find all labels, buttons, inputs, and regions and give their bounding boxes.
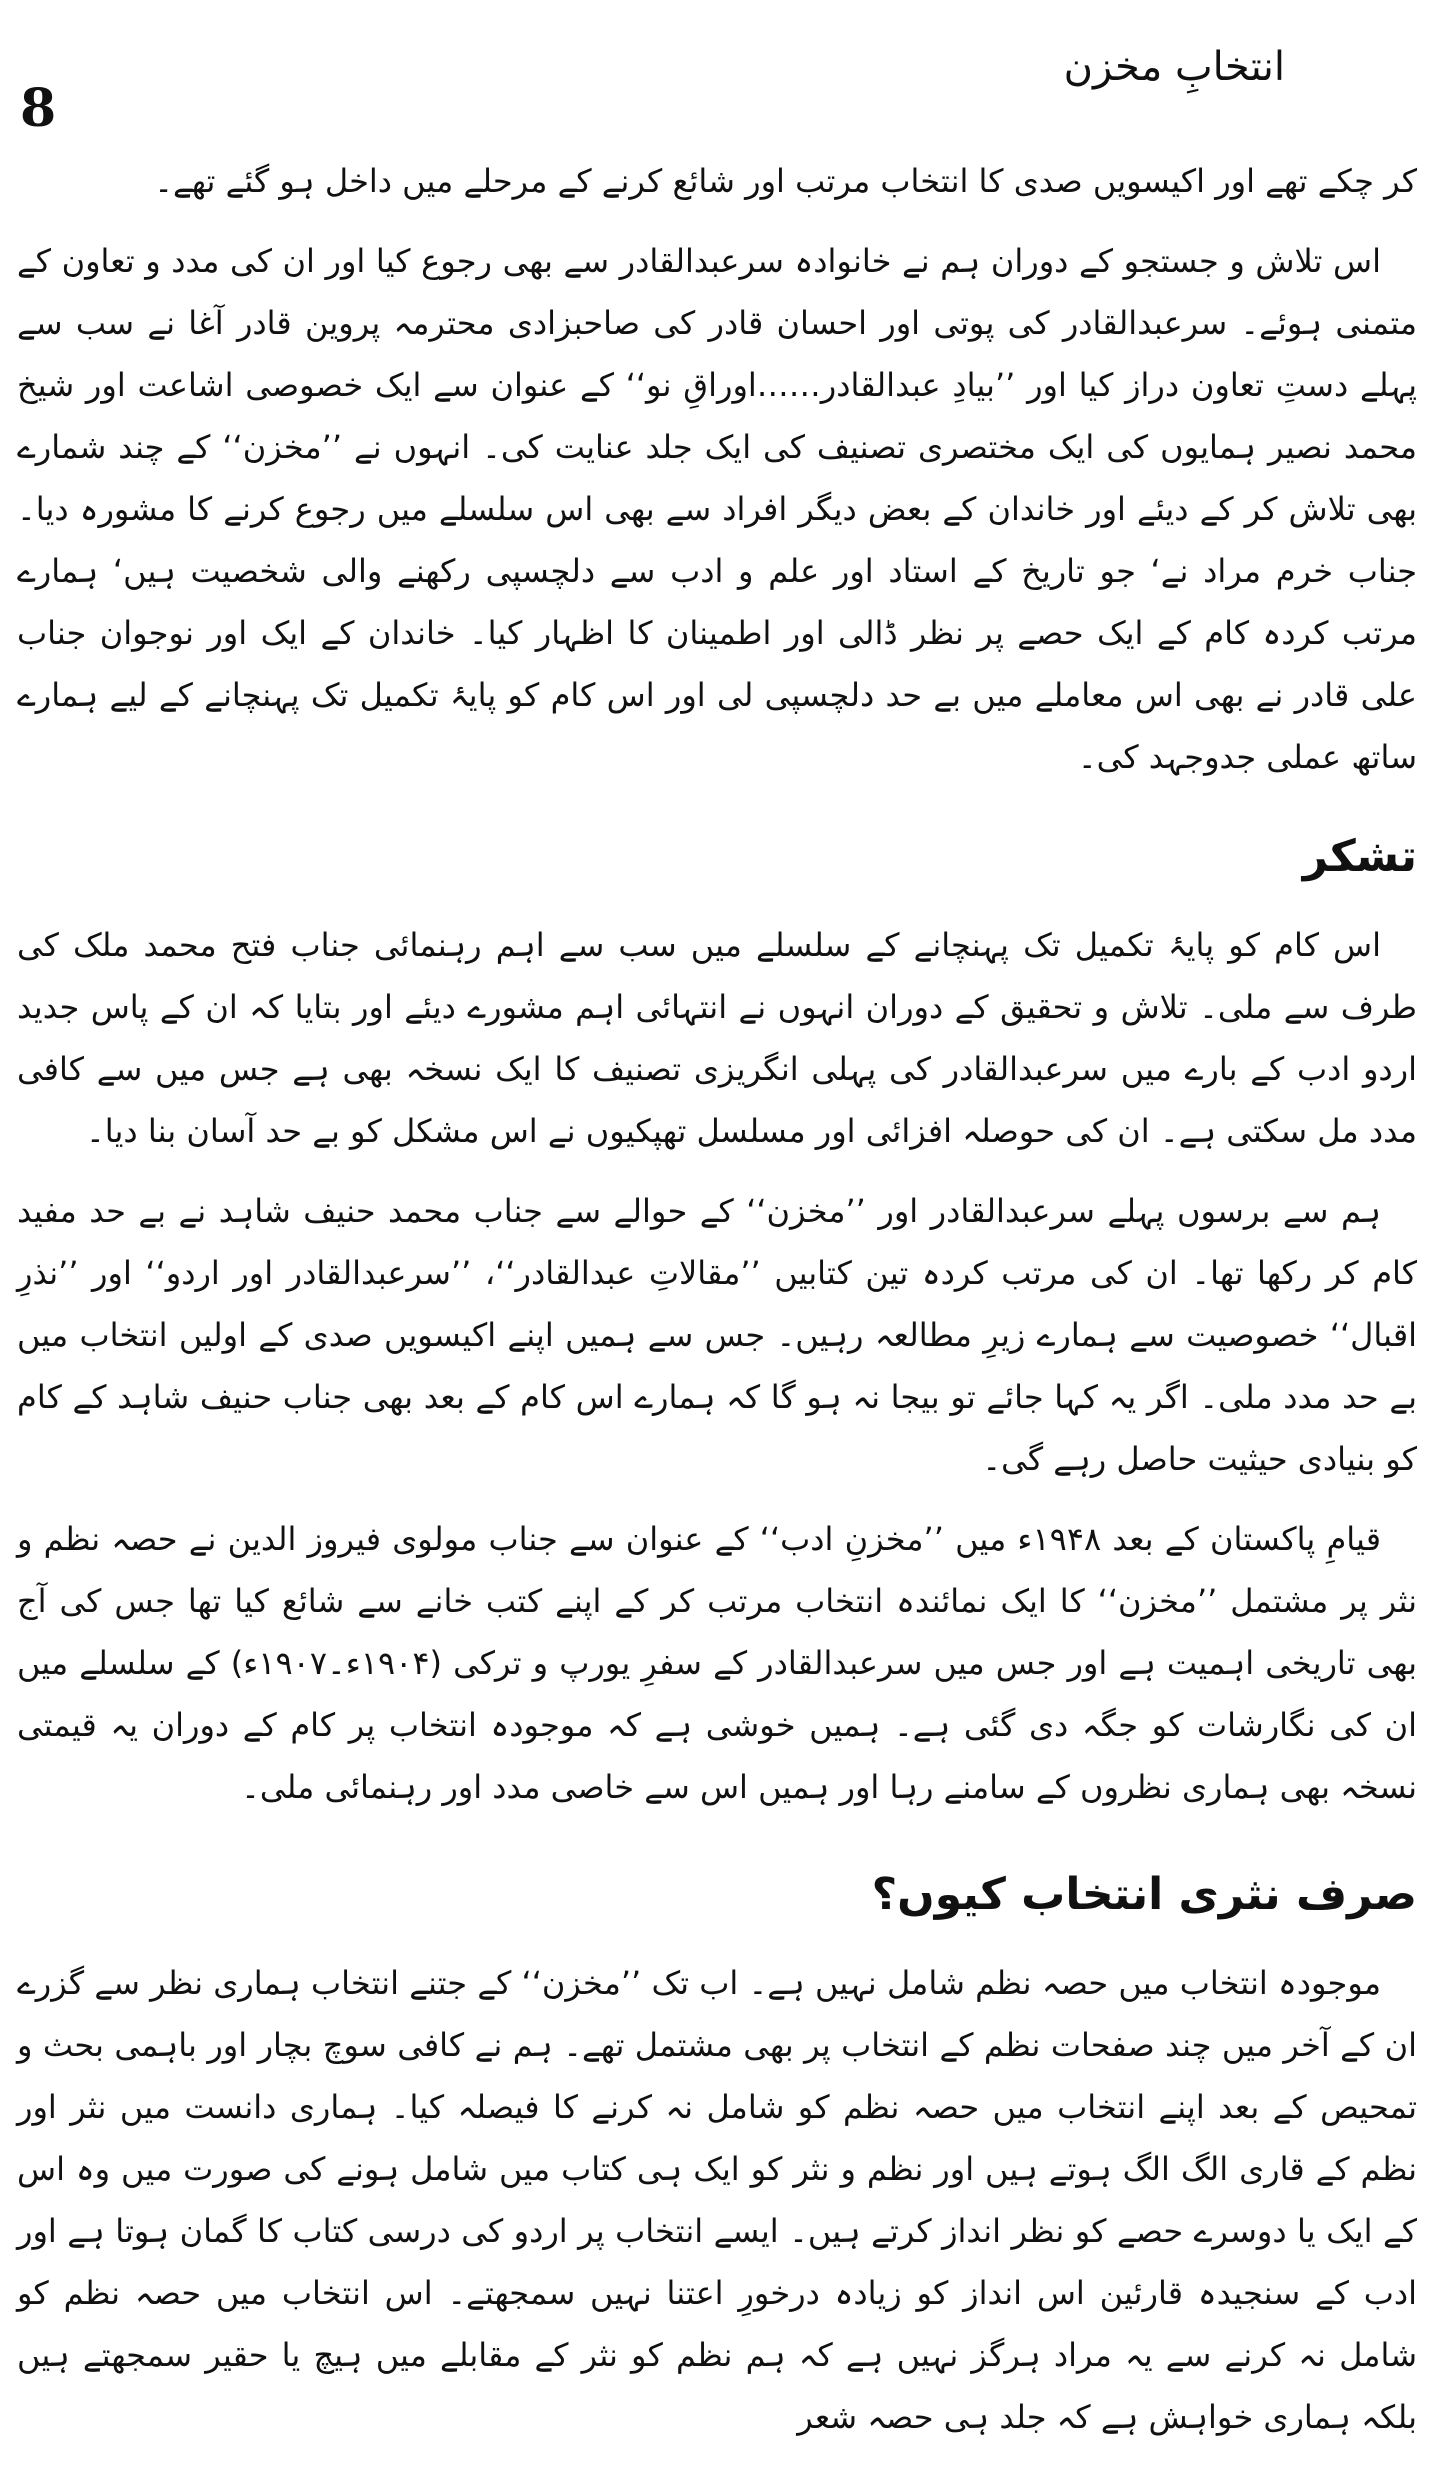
section-heading-acknowledgements: تشکر bbox=[1302, 831, 1417, 882]
body-paragraph: اس کام کو پایۂ تکمیل تک پہنچانے کے سلسلے میں سب سے اہم رہنمائی جناب فتح محمد ملک کی طرف سے ملی۔ تلاش و تحقیق کے دوران انہوں نے انتہائی اہم مشورے دیئے اور بتایا کہ ان کے پاس جدید اردو ادب کے بارے میں سرعبدالقادر کی پہلی انگریزی تصنیف کا ایک نسخہ بھی ہے جس میں سے کافی مدد مل سکتی ہے۔ ان کی حوصلہ افزائی اور مسلسل تھپکیوں نے اس مشکل کو بے حد آسان بنا دیا۔ bbox=[17, 926, 1417, 1150]
section-heading-prose-only: صرف نثری انتخاب کیوں؟ bbox=[871, 1869, 1417, 1920]
running-title: انتخابِ مخزن bbox=[1063, 44, 1285, 90]
body-paragraph: کر چکے تھے اور اکیسویں صدی کا انتخاب مرتب اور شائع کرنے کے مرحلے میں داخل ہو گئے تھے۔ bbox=[154, 162, 1417, 200]
body-paragraph: موجودہ انتخاب میں حصہ نظم شامل نہیں ہے۔ اب تک ’’مخزن‘‘ کے جتنے انتخاب ہماری نظر سے گزرے ان کے آخر میں چند صفحات نظم کے انتخاب پر بھی مشتمل تھے۔ ہم نے کافی سوچ بچار اور باہمی بحث و تمحیص کے بعد اپنے انتخاب میں حصہ نظم کو شامل نہ کرنے کا فیصلہ کیا۔ ہماری دانست میں نثر اور نظم کے قاری الگ الگ ہوتے ہیں اور نظم و نثر کو ایک ہی کتاب میں شامل ہونے کی صورت میں وہ اس کے ایک یا دوسرے حصے کو نظر انداز کرتے ہیں۔ ایسے انتخاب پر اردو کی درسی کتاب کا گمان ہوتا ہے اور ادب کے سنجیدہ قارئین اس انداز کو زیادہ درخورِ اعتنا نہیں سمجھتے۔ اس انتخاب میں حصہ نظم کو شامل نہ کرنے سے یہ مراد ہرگز نہیں ہے کہ ہم نظم کو نثر کے مقابلے میں ہیچ یا حقیر سمجھتے ہیں بلکہ ہماری خواہش ہے کہ جلد ہی حصہ شعر bbox=[17, 1964, 1418, 2436]
body-paragraph: ہم سے برسوں پہلے سرعبدالقادر اور ’’مخزن‘‘ کے حوالے سے جناب محمد حنیف شاہد نے بے حد مفید کام کر رکھا تھا۔ ان کی مرتب کردہ تین کتابیں ’’مقالاتِ عبدالقادر‘‘، ’’سرعبدالقادر اور اردو‘‘ اور ’’نذرِ اقبال‘‘ خصوصیت سے ہمارے زیرِ مطالعہ رہیں۔ جس سے ہمیں اپنے اکیسویں صدی کے اولیں انتخاب میں بے حد مدد ملی۔ اگر یہ کہا جائے تو بیجا نہ ہو گا کہ ہمارے اس کام کے بعد بھی جناب حنیف شاہد کے کام کو بنیادی حیثیت حاصل رہے گی۔ bbox=[17, 1192, 1417, 1478]
body-paragraph: اس تلاش و جستجو کے دوران ہم نے خانوادہ سرعبدالقادر سے بھی رجوع کیا اور ان کی مدد و تعاون کے متمنی ہوئے۔ سرعبدالقادر کی پوتی اور احسان قادر کی صاحبزادی محترمہ پروین قادر آغا نے سب سے پہلے دستِ تعاون دراز کیا اور ’’بیادِ عبدالقادر……اوراقِ نو‘‘ کے عنوان سے ایک خصوصی اشاعت اور شیخ محمد نصیر ہمایوں کی ایک مختصری تصنیف کی ایک جلد عنایت کی۔ انہوں نے ’’مخزن‘‘ کے چند شمارے بھی تلاش کر کے دیئے اور خاندان کے بعض دیگر افراد سے بھی اس سلسلے میں رجوع کرنے کا مشورہ دیا۔ جناب خرم مراد نے‘ جو تاریخ کے استاد اور علم و ادب سے دلچسپی رکھنے والی شخصیت ہیں‘ ہمارے مرتب کردہ کام کے ایک حصے پر نظر ڈالی اور اطمینان کا اظہار کیا۔ خاندان کے ایک اور نوجوان جناب علی قادر نے بھی اس معاملے میں بے حد دلچسپی لی اور اس کام کو پایۂ تکمیل تک پہنچانے کے لیے ہمارے ساتھ عملی جدوجہد کی۔ bbox=[17, 242, 1417, 776]
page-body bbox=[17, 150, 1417, 2466]
body-paragraph: قیامِ پاکستان کے بعد ۱۹۴۸ء میں ’’مخزنِ ادب‘‘ کے عنوان سے جناب مولوی فیروز الدین نے حصہ نظم و نثر پر مشتمل ’’مخزن‘‘ کا ایک نمائندہ انتخاب مرتب کر کے اپنے کتب خانے سے شائع کیا تھا جس کی آج بھی تاریخی اہمیت ہے اور جس میں سرعبدالقادر کے سفرِ یورپ و ترکی (۱۹۰۴ء۔۱۹۰۷ء) کے سلسلے میں ان کی نگارشات کو جگہ دی گئی ہے۔ ہمیں خوشی ہے کہ موجودہ انتخاب پر کام کے دوران یہ قیمتی نسخہ بھی ہماری نظروں کے سامنے رہا اور ہمیں اس سے خاصی مدد اور رہنمائی ملی۔ bbox=[17, 1520, 1418, 1806]
page-number: 8 bbox=[20, 78, 57, 139]
